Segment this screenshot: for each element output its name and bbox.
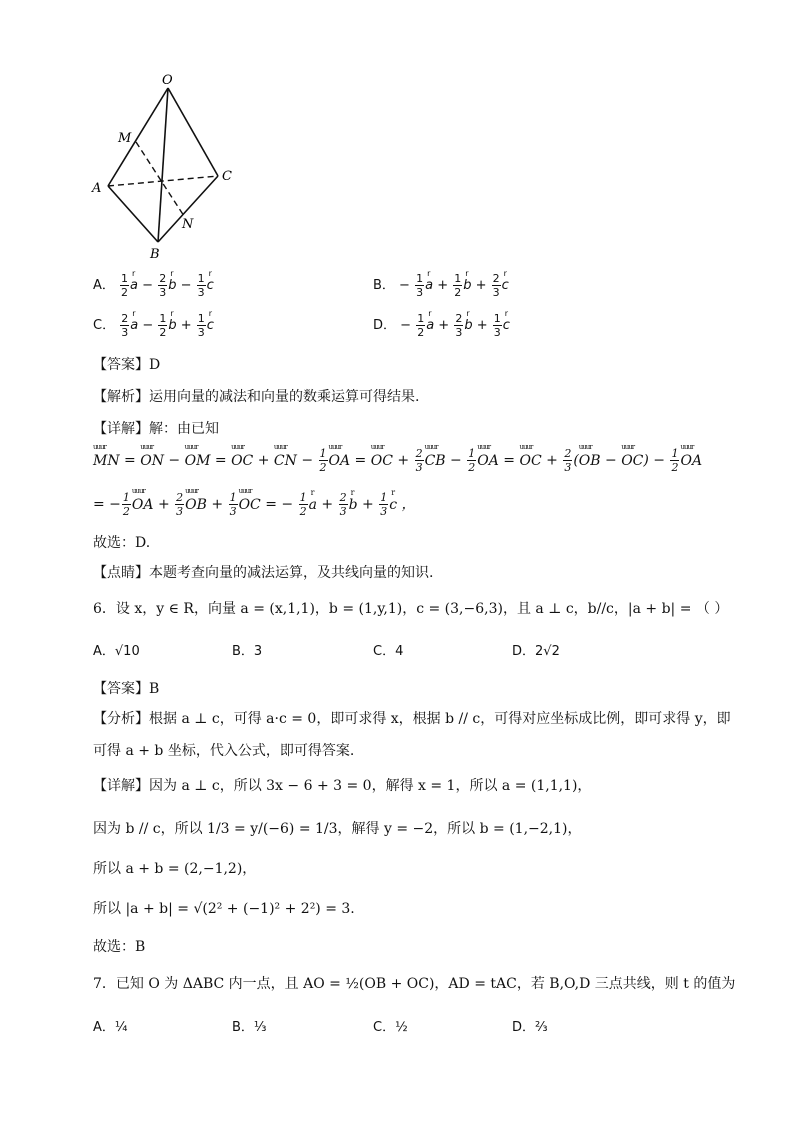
q7-option-c: C．½: [373, 1020, 408, 1035]
q6-analysis-line-1: 【分析】根据 a ⊥ c，可得 a·c = 0，即可求得 x，根据 b // c，可得对应坐标成比例，即可求得 y，即: [93, 711, 731, 727]
q6-detail-line-4: 所以 |a + b| = √(2² + (−1)² + 2²) = 3.: [93, 901, 355, 917]
q7-option-d: D．⅔: [512, 1020, 548, 1035]
q6-analysis-line-2: 可得 a + b 坐标，代入公式，即可得答案.: [93, 743, 355, 759]
q6-option-b: B．3: [232, 644, 263, 659]
label-m: M: [118, 131, 132, 146]
q5-derivation-line-1: uuur MN = uuur ON − uuur OM = uuur OC + uuur CN − $\frac{1}{2}$ uuur OA = uuur OC + $\frac{2}{3}$ uuur CB − $\frac{1}{2}$ uuur OA = uuur OC + $\frac{2}{3}$ (uuur OB − uuur OC) − $\frac{1}{2}$ uuur OA: [93, 448, 702, 473]
q6-conclusion: 故选：B: [93, 939, 146, 955]
q6-option-c: C．4: [373, 644, 404, 659]
q6-detail-line-3: 所以 a + b = (2,−1,2)，: [93, 861, 257, 877]
q5-option-a: A． $\frac{1}{2}$ r a − $\frac{2}{3}$ r b − $\frac{1}{3}$ r c: [93, 273, 214, 298]
q7-stem: 7．已知 O 为 ΔABC 内一点，且 AO = ½(OB + OC)，AD = tAC，若 B,O,D 三点共线，则 t 的值为: [93, 976, 736, 992]
label-o: O: [162, 73, 173, 88]
edge-oc: [168, 88, 218, 176]
edge-oa: [108, 88, 168, 186]
q6-answer: 【答案】B: [93, 681, 160, 697]
q6-option-a: A．√10: [93, 644, 140, 659]
tetrahedron-figure: [88, 72, 248, 262]
q6-detail-line-1: 【详解】因为 a ⊥ c，所以 3x − 6 + 3 = 0，解得 x = 1，所以 a = (1,1,1)，: [93, 778, 592, 794]
q6-stem: 6．设 x，y ∈ R，向量 a = (x,1,1)，b = (1,y,1)，c = (3,−6,3)，且 a ⊥ c，b//c，|a + b| = （ ）: [93, 601, 729, 617]
edge-bc: [158, 176, 218, 242]
q5-analysis: 【解析】运用向量的减法和向量的数乘运算可得结果.: [93, 389, 420, 405]
edge-ob: [158, 88, 168, 242]
q5-option-c: C． $\frac{2}{3}$ r a − $\frac{1}{2}$ r b + $\frac{1}{3}$ r c: [93, 313, 214, 338]
label-c: C: [222, 169, 232, 184]
label-n: N: [182, 217, 194, 232]
label-a: A: [92, 181, 102, 196]
q5-answer: 【答案】D: [93, 357, 161, 373]
q5-option-d: D． − $\frac{1}{2}$ r a + $\frac{2}{3}$ r b + $\frac{1}{3}$ r c: [373, 313, 510, 338]
q5-option-b: B． − $\frac{1}{3}$ r a + $\frac{1}{2}$ r b + $\frac{2}{3}$ r c: [373, 273, 509, 298]
q5-conclusion: 故选：D.: [93, 535, 151, 551]
q7-option-b: B．⅓: [232, 1020, 267, 1035]
label-b: B: [150, 247, 160, 262]
edge-ab: [108, 186, 158, 242]
q5-comment: 【点睛】本题考查向量的减法运算，及共线向量的知识.: [93, 565, 434, 581]
q7-option-a: A．¼: [93, 1020, 128, 1035]
q5-derivation-line-2: = − $\frac{1}{2}$ uuur OA + $\frac{2}{3}$ uuur OB + $\frac{1}{3}$ uuur OC = − $\frac{1}{2}$ r a + $\frac{2}{3}$ r b + $\frac{1}{3}$ r c ，: [93, 492, 415, 517]
q6-detail-line-2: 因为 b // c，所以 1/3 = y/(−6) = 1/3，解得 y = −2，所以 b = (1,−2,1)，: [93, 821, 582, 837]
q6-option-d: D．2√2: [512, 644, 560, 659]
q5-detail: 【详解】解：由已知: [93, 421, 219, 437]
